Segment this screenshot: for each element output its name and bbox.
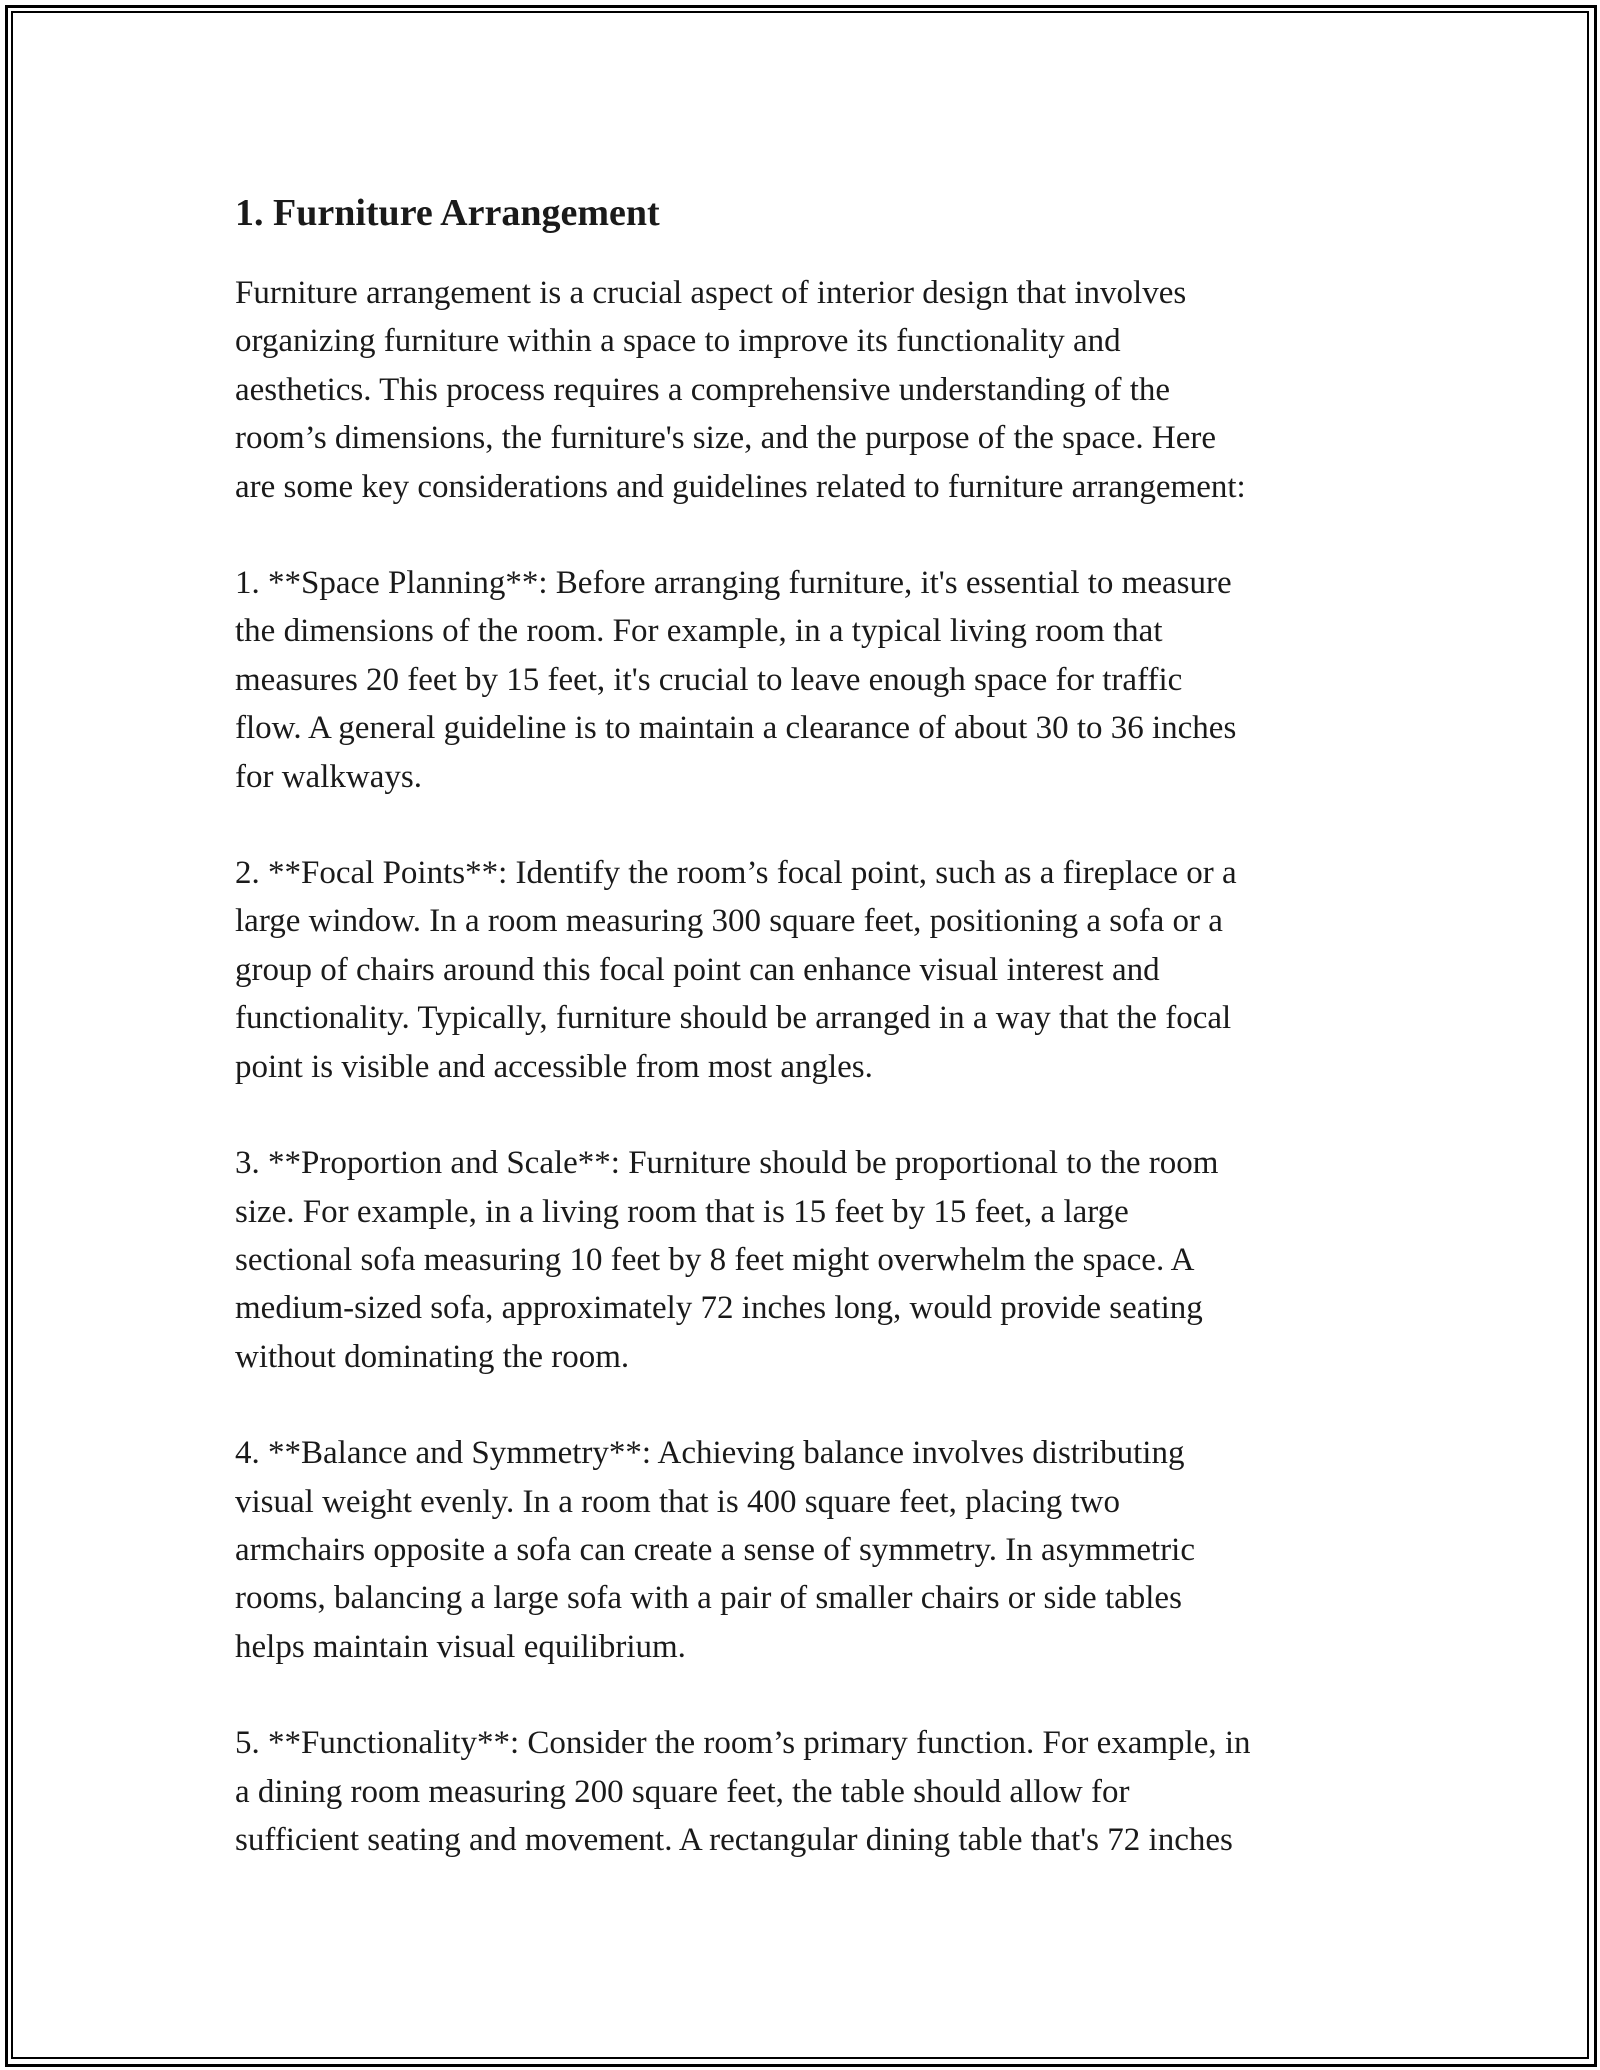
intro-paragraph: Furniture arrangement is a crucial aspect of interior design that involves organizing furniture within a space to improve its functionality and aesthetics. This process requires a comprehensive understanding of the room’s dimensions, the furniture's size, and the purpose of the space. Here are some key considerations and guidelines related to furniture arrangement: <box>235 275 1246 505</box>
balance-symmetry-paragraph: 4. **Balance and Symmetry**: Achieving balance involves distributing visual weight evenly. In a room that is 400 square feet, placing two armchairs opposite a sofa can create a sense of symmetry. In asymmetric rooms, balancing a large sofa with a pair of smaller chairs or side tables helps maintain visual equilibrium. <box>235 1435 1195 1665</box>
section-heading: 1. Furniture Arrangement <box>235 192 660 234</box>
space-planning-paragraph: 1. **Space Planning**: Before arranging furniture, it's essential to measure the dimensions of the room. For example, in a typical living room that measures 20 feet by 15 feet, it's crucial to leave enough space for traffic flow. A general guideline is to maintain a clearance of about 30 to 36 inches for walkways. <box>235 565 1237 795</box>
proportion-scale-paragraph: 3. **Proportion and Scale**: Furniture should be proportional to the room size. For example, in a living room that is 15 feet by 15 feet, a large sectional sofa measuring 10 feet by 8 feet might overwhelm the space. A medium-sized sofa, approximately 72 inches long, would provide seating without dominating the room. <box>235 1145 1219 1375</box>
functionality-paragraph: 5. **Functionality**: Consider the room’s primary function. For example, in a dining room measuring 200 square feet, the table should allow for sufficient seating and movement. A rectangular dining table that's 72 inches <box>235 1725 1251 1858</box>
focal-points-paragraph: 2. **Focal Points**: Identify the room’s focal point, such as a fireplace or a large window. In a room measuring 300 square feet, positioning a sofa or a group of chairs around this focal point can enhance visual interest and functionality. Typically, furniture should be arranged in a way that the focal point is visible and accessible from most angles. <box>235 855 1237 1085</box>
document-body <box>235 185 1385 1912</box>
